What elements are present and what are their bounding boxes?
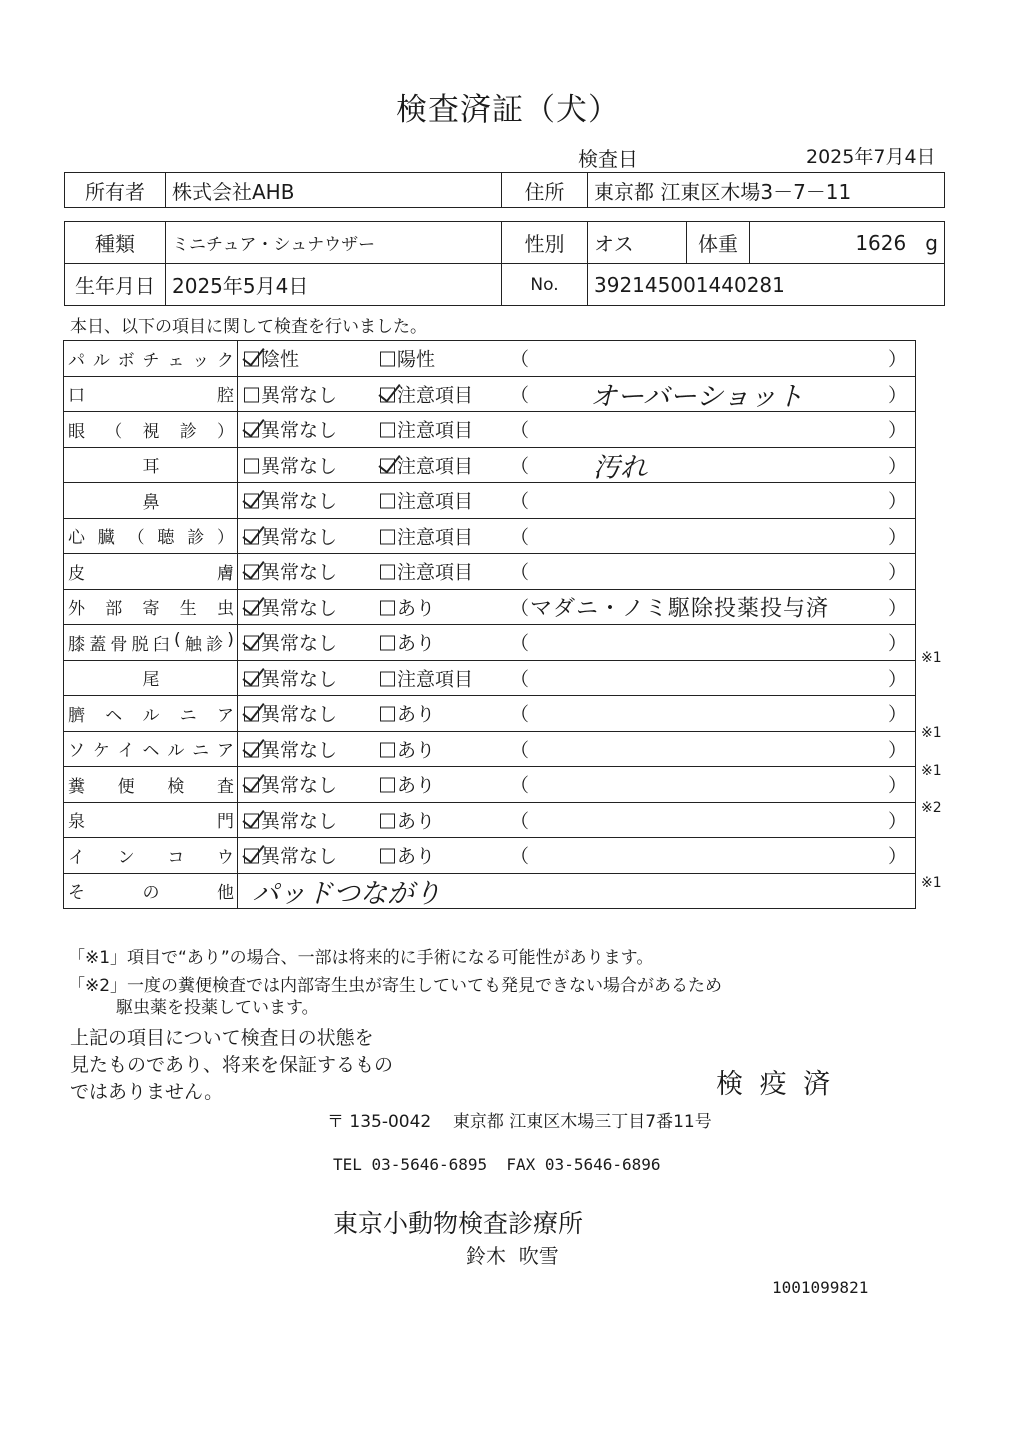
option-2[interactable] [380, 700, 435, 727]
item-label-cell [64, 554, 238, 590]
intro-text: 本日、以下の項目に関して検査を行いました。 [70, 317, 427, 337]
option-label: 異常なし [261, 668, 338, 691]
option-2[interactable] [380, 451, 473, 478]
table-row [64, 518, 916, 554]
other-label-cell [64, 873, 238, 909]
item-label: 膝 蓋 骨 脱 臼 ( 触 診 ) [68, 629, 234, 655]
exam-date: 2025年7月4日 [806, 146, 936, 168]
item-label-cell [64, 447, 238, 483]
checked-checkbox-icon[interactable] [244, 352, 259, 367]
animal-table [64, 221, 945, 306]
option-label: 異常なし [261, 526, 338, 549]
option-1[interactable] [244, 345, 299, 372]
table-row [64, 696, 916, 732]
item-label-cell [64, 802, 238, 838]
option-1[interactable] [244, 806, 337, 833]
item-options-cell [238, 660, 916, 696]
paren-open: （ [510, 384, 530, 407]
option-1[interactable] [244, 771, 337, 798]
quarantine-seal: 検 疫 済 [716, 1069, 835, 1100]
item-options-cell [238, 554, 916, 590]
paren-close: ） [887, 810, 907, 833]
page-title: 検査済証（犬） [396, 92, 620, 128]
table-row [64, 767, 916, 803]
item-label-cell [64, 376, 238, 412]
option-2[interactable] [380, 416, 473, 443]
item-options-cell [238, 341, 916, 377]
item-footnote-mark: ※1 [921, 875, 942, 892]
paren-open: （ [510, 668, 530, 691]
option-1[interactable] [244, 487, 337, 514]
disclaimer-line-1: 上記の項目について検査日の状態を [70, 1027, 374, 1049]
item-label: 眼 （ 視 診 ） [68, 421, 234, 442]
table-row [64, 376, 916, 412]
footnote-2-line-1: 「※2」一度の糞便検査では内部寄生虫が寄生していても発見できない場合があるため [68, 976, 723, 996]
weight-cell [750, 222, 945, 264]
footnote-2-line-2: 駆虫薬を投薬しています。 [116, 998, 319, 1018]
item-label-cell [64, 660, 238, 696]
option-1[interactable] [244, 593, 337, 620]
item-options-cell [238, 518, 916, 554]
option-label: 注意項目 [397, 490, 474, 513]
option-label: 異常なし [261, 597, 338, 620]
option-1[interactable] [244, 380, 337, 407]
checkbox-icon[interactable] [380, 849, 395, 864]
table-row [64, 341, 916, 377]
option-1[interactable] [244, 558, 337, 585]
option-label: 異常なし [261, 739, 338, 762]
paren-open: （ [510, 561, 530, 584]
weight-label: 体重 [687, 222, 750, 264]
paren-close: ） [887, 384, 907, 407]
option-label: あり [397, 597, 436, 620]
table-row [64, 625, 916, 661]
checked-checkbox-icon[interactable] [380, 387, 395, 402]
weight-unit: g [925, 230, 938, 255]
exam-date-label: 検査日 [578, 147, 638, 171]
checked-checkbox-icon[interactable] [244, 600, 259, 615]
paren-close: ） [887, 348, 907, 371]
option-2[interactable] [380, 771, 435, 798]
owner-value: 株式会社AHB [166, 173, 502, 208]
option-label: 異常なし [261, 774, 338, 797]
owner-table [64, 172, 945, 208]
checkbox-icon[interactable] [380, 565, 395, 580]
option-2[interactable] [380, 345, 435, 372]
item-options-cell [238, 802, 916, 838]
breed-label: 種類 [65, 222, 166, 264]
paren-open: （ [510, 774, 530, 797]
option-2[interactable] [380, 522, 473, 549]
table-row [64, 731, 916, 767]
item-options-cell [238, 412, 916, 448]
paren-close: ） [887, 561, 907, 584]
item-label-cell [64, 589, 238, 625]
doctor-name: 鈴木 吹雪 [466, 1244, 559, 1268]
table-row [64, 483, 916, 519]
item-label: 外 部 寄 生 虫 [68, 599, 234, 620]
option-1[interactable] [244, 842, 337, 869]
option-1[interactable] [244, 522, 337, 549]
breed-value: ミニチュア・シュナウザー [166, 222, 502, 264]
option-label: 異常なし [261, 455, 338, 478]
checked-checkbox-icon[interactable] [244, 707, 259, 722]
option-2[interactable] [380, 806, 435, 833]
item-options-cell [238, 625, 916, 661]
item-label: 尾 [142, 670, 160, 691]
paren-open: （ [510, 810, 530, 833]
checked-checkbox-icon[interactable] [244, 742, 259, 757]
disclaimer-line-3: ではありません。 [70, 1081, 224, 1103]
item-label-cell [64, 341, 238, 377]
address-label: 住所 [502, 173, 588, 208]
item-label: イ ン コ ウ [68, 847, 234, 868]
dob-label: 生年月日 [65, 264, 166, 306]
checkbox-icon[interactable] [380, 600, 395, 615]
paren-close: ） [887, 490, 907, 513]
item-label: ソ ケ イ ヘ ル ニ ア [68, 741, 234, 762]
option-label: 注意項目 [397, 419, 474, 442]
item-options-cell [238, 589, 916, 625]
option-label: 異常なし [261, 632, 338, 655]
checked-checkbox-icon[interactable] [244, 529, 259, 544]
item-note: オーバーショット [590, 381, 804, 413]
item-footnote-mark: ※1 [921, 649, 942, 666]
paren-close: ） [887, 703, 907, 726]
item-options-cell [238, 767, 916, 803]
checkbox-icon[interactable] [380, 707, 395, 722]
item-label-cell [64, 483, 238, 519]
checked-checkbox-icon[interactable] [244, 778, 259, 793]
checkbox-icon[interactable] [380, 778, 395, 793]
item-footnote-mark: ※2 [921, 800, 942, 817]
paren-open: （ [510, 455, 530, 478]
option-label: 陽性 [397, 348, 436, 371]
inspection-table [63, 340, 916, 909]
option-label: 陰性 [261, 348, 300, 371]
paren-close: ） [887, 597, 907, 620]
option-label: 異常なし [261, 703, 338, 726]
item-label-cell [64, 412, 238, 448]
address-value: 東京都 江東区木場3－7－11 [588, 173, 945, 208]
option-label: 注意項目 [397, 455, 474, 478]
option-label: 異常なし [261, 561, 338, 584]
paren-open: （ [510, 632, 530, 655]
table-row [64, 447, 916, 483]
no-value: 392145001440281 [588, 264, 945, 306]
option-2[interactable] [380, 735, 435, 762]
checkbox-icon[interactable] [380, 352, 395, 367]
item-label-cell [64, 731, 238, 767]
checkbox-icon[interactable] [380, 813, 395, 828]
option-1[interactable] [244, 451, 337, 478]
option-1[interactable] [244, 416, 337, 443]
item-options-cell [238, 483, 916, 519]
checked-checkbox-icon[interactable] [244, 849, 259, 864]
option-1[interactable] [244, 735, 337, 762]
option-label: あり [397, 632, 436, 655]
paren-close: ） [887, 455, 907, 478]
option-label: あり [397, 774, 436, 797]
weight-value: 1626 [855, 230, 907, 255]
sex-value: オス [588, 222, 687, 264]
checked-checkbox-icon[interactable] [244, 565, 259, 580]
option-label: 注意項目 [397, 668, 474, 691]
other-note-cell [238, 873, 916, 909]
checked-checkbox-icon[interactable] [244, 636, 259, 651]
item-label-cell [64, 838, 238, 874]
postal-address: 〒 135-0042 東京都 江東区木場三丁目7番11号 [327, 1112, 712, 1132]
table-row [64, 589, 916, 625]
item-label-cell [64, 518, 238, 554]
checked-checkbox-icon[interactable] [244, 671, 259, 686]
paren-open: （ [510, 703, 530, 726]
item-note: 汚れ [593, 452, 647, 484]
checked-checkbox-icon[interactable] [244, 494, 259, 509]
option-2[interactable] [380, 842, 435, 869]
clinic-name: 東京小動物検査診療所 [333, 1209, 584, 1238]
item-label: 皮 膚 [68, 563, 234, 584]
checkbox-icon[interactable] [380, 494, 395, 509]
item-label-cell [64, 696, 238, 732]
owner-label: 所有者 [65, 173, 166, 208]
paren-open: （ [510, 597, 530, 620]
paren-open: （ [510, 845, 530, 868]
table-row [64, 412, 916, 448]
disclaimer-line-2: 見たものであり、将来を保証するもの [70, 1054, 394, 1076]
table-row [64, 660, 916, 696]
paren-open: （ [510, 348, 530, 371]
footnote-1: 「※1」項目で“あり”の場合、一部は将来的に手術になる可能性があります。 [68, 948, 654, 968]
item-label: 糞 便 検 査 [68, 776, 234, 797]
table-row [64, 838, 916, 874]
sex-label: 性別 [502, 222, 588, 264]
option-label: あり [397, 845, 436, 868]
paren-close: ） [887, 774, 907, 797]
option-label: あり [397, 739, 436, 762]
paren-open: （ [510, 739, 530, 762]
option-label: 異常なし [261, 384, 338, 407]
item-label: パ ル ボ チ ェ ッ ク [68, 350, 234, 371]
other-label: そ の 他 [68, 883, 234, 904]
option-1[interactable] [244, 664, 337, 691]
option-label: 異常なし [261, 419, 338, 442]
other-note: パッドつながり [252, 878, 441, 910]
no-label: No. [502, 264, 588, 306]
paren-close: ） [887, 845, 907, 868]
option-2[interactable] [380, 558, 473, 585]
checkbox-icon[interactable] [244, 458, 259, 473]
checkbox-icon[interactable] [380, 742, 395, 757]
paren-open: （ [510, 526, 530, 549]
checked-checkbox-icon[interactable] [380, 458, 395, 473]
item-label: 鼻 [142, 492, 160, 513]
item-footnote-mark: ※1 [921, 762, 942, 779]
item-label: 耳 [142, 457, 160, 478]
document-number: 1001099821 [772, 1278, 869, 1297]
option-2[interactable] [380, 593, 435, 620]
checkbox-icon[interactable] [380, 423, 395, 438]
table-row [64, 554, 916, 590]
item-label: 心 臓 （ 聴 診 ） [68, 528, 234, 549]
option-label: 異常なし [261, 845, 338, 868]
dob-value: 2025年5月4日 [166, 264, 502, 306]
option-label: あり [397, 703, 436, 726]
paren-close: ） [887, 739, 907, 762]
item-options-cell [238, 376, 916, 412]
checked-checkbox-icon[interactable] [244, 813, 259, 828]
item-label: 泉 門 [68, 812, 234, 833]
checkbox-icon[interactable] [244, 387, 259, 402]
item-label: 口 腔 [68, 386, 234, 407]
item-footnote-mark: ※1 [921, 725, 942, 741]
checked-checkbox-icon[interactable] [244, 423, 259, 438]
checkbox-icon[interactable] [380, 636, 395, 651]
option-label: あり [397, 810, 436, 833]
item-label: 臍 ヘ ル ニ ア [68, 705, 234, 726]
option-1[interactable] [244, 629, 337, 656]
option-label: 注意項目 [397, 526, 474, 549]
option-label: 注意項目 [397, 384, 474, 407]
option-2[interactable] [380, 629, 435, 656]
item-options-cell [238, 696, 916, 732]
item-note: マダニ・ノミ駆除投薬投与済 [530, 596, 830, 622]
item-options-cell [238, 838, 916, 874]
paren-close: ） [887, 526, 907, 549]
item-label-cell [64, 767, 238, 803]
disclaimer [70, 1025, 393, 1106]
table-row [64, 802, 916, 838]
tel-fax: TEL 03-5646-6895 FAX 03-5646-6896 [333, 1155, 661, 1174]
item-options-cell [238, 731, 916, 767]
item-label-cell [64, 625, 238, 661]
item-options-cell [238, 447, 916, 483]
paren-close: ） [887, 419, 907, 442]
option-label: 注意項目 [397, 561, 474, 584]
option-label: 異常なし [261, 810, 338, 833]
option-label: 異常なし [261, 490, 338, 513]
checkbox-icon[interactable] [380, 529, 395, 544]
option-2[interactable] [380, 664, 473, 691]
paren-close: ） [887, 668, 907, 691]
paren-open: （ [510, 490, 530, 513]
option-1[interactable] [244, 700, 337, 727]
option-2[interactable] [380, 487, 473, 514]
paren-open: （ [510, 419, 530, 442]
paren-close: ） [887, 632, 907, 655]
checkbox-icon[interactable] [380, 671, 395, 686]
option-2[interactable] [380, 380, 473, 407]
